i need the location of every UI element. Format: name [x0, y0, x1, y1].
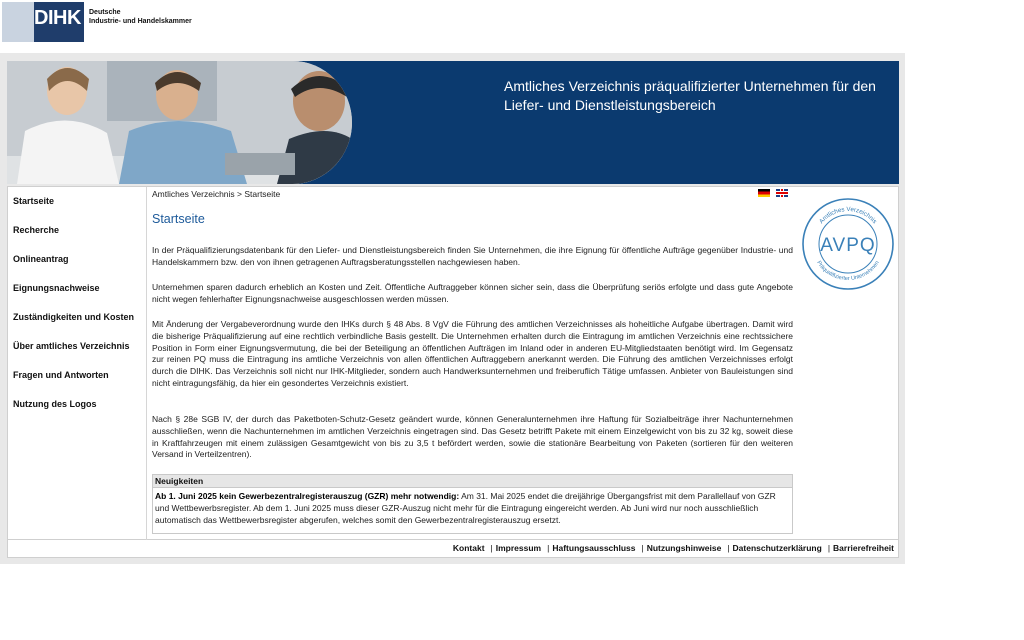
news-text: Am 31. Mai 2025 endet die dreijährige Übergangsfrist mit dem Parallellauf von GZR und Wettbewerbsregister. Ab dem 1. Juni 2025 muss dieser GZR-Auszug nicht mehr für die Eintragung eingereicht werden. Ab Juni wird nur noch ausschließlich automatisch das Wettbewerbsregister abgerufen, welches somit den Gewerbezentralregisterauszug ersetzt. [155, 491, 776, 525]
sidebar-item-logos[interactable]: Nutzung des Logos [13, 399, 97, 409]
sidebar-item-startseite[interactable]: Startseite [13, 196, 55, 206]
footer-link-haftungsausschluss[interactable]: Haftungsausschluss [552, 543, 636, 553]
header-logo-bar [0, 0, 1024, 50]
sidebar-item-recherche[interactable]: Recherche [13, 225, 60, 235]
seal-center-text: AVPQ [820, 235, 876, 256]
banner-title: Amtliches Verzeichnis präqualifizierter Unternehmen für den Liefer- und Dienstleistungsbereich [504, 78, 876, 113]
news-heading: Neuigkeiten [153, 475, 792, 488]
avpq-seal [801, 197, 895, 291]
svg-text:Präqualifizierter Unternehmen [815, 260, 880, 282]
breadcrumb: Amtliches Verzeichnis > Startseite [152, 189, 281, 199]
page-title: Startseite [152, 212, 205, 226]
english-flag-icon[interactable] [776, 189, 788, 197]
language-switcher [758, 189, 790, 207]
news-body [153, 488, 792, 529]
seal-top-text: Amtliches Verzeichnis [818, 205, 879, 226]
footer-link-datenschutz[interactable]: Datenschutzerklärung [732, 543, 822, 553]
news-headline: Ab 1. Juni 2025 kein Gewerbezentralregisterauszug (GZR) mehr notwendig: [155, 491, 460, 501]
footer-link-barrierefreiheit[interactable]: Barrierefreiheit [833, 543, 894, 553]
sidebar-item-zustaendigkeiten[interactable]: Zuständigkeiten und Kosten [13, 312, 135, 322]
footer-link-kontakt[interactable]: Kontakt [452, 543, 485, 553]
footer-link-nutzungshinweise[interactable]: Nutzungshinweise [646, 543, 722, 553]
content-area [7, 186, 899, 540]
footer-link-impressum[interactable]: Impressum [495, 543, 542, 553]
footer [7, 540, 899, 558]
german-flag-icon[interactable] [758, 189, 770, 197]
legal-paragraph: Mit Änderung der Vergabeverordnung wurde den IHKs durch § 48 Abs. 8 VgV die Führung des amtlichen Verzeichnisses als hoheitliche Aufgabe übertragen. Damit wird die bisherige Präqualifizierung auf eine rechtlich verbindliche Basis gestellt. Die Unternehmen erhalten durch die Eintragung im amtlichen Verzeichnis eine rechtssichere Position in Form einer Eignungsvermutung, die bei der Beteiligung an öffentlichen Aufträgen im Inland oder in anderen EU-Mitgliedstaaten benötigt wird. Im Gegensatz zur reinen PQ muss die Eintragung ins amtliche Verzeichnis von allen öffentlichen Auftraggebern anerkannt werden. Die Führung des amtlichen Verzeichnisses erfolgt durch die DIHK. Das Verzeichnis soll nicht nur IHK-Mitglieder, sondern auch Handwerksunternehmen und freiberuflich Tätige umfassen. Anbieter von Bauleistungen sind nicht eintragungsfähig, da hier ein gesondertes Verzeichnis existiert. [152, 319, 793, 388]
page-frame [0, 53, 905, 564]
footer-links: Kontakt | Impressum | Haftungsausschluss | Nutzungshinweise | Datenschutzerklärung | Barrierefreiheit [452, 543, 894, 553]
banner [7, 61, 899, 184]
benefits-paragraph: Unternehmen sparen dadurch erheblich an Kosten und Zeit. Öffentliche Auftraggeber können sicher sein, dass die Überprüfung seriös erfolgte und dass gute Angebote nicht wegen fehlerhafter Eignungsnachweise ausgeschlossen werden müssen. [152, 282, 793, 304]
dihk-logo-text: DIHK [34, 7, 81, 29]
sgb-paragraph: Nach § 28e SGB IV, der durch das Paketboten-Schutz-Gesetz geändert wurde, können Generalunternehmen ihre Haftung für Sozialbeiträge ihrer Nachunternehmen ausschließen, wenn die Nachunternehmen im amtlichen Verzeichnis eingetragen sind. Das Gesetz betrifft Pakete mit einem Einzelgewicht von bis zu 32 kg, soweit diese in Kraftfahrzeugen mit einem zulässigen Gesamtgewicht von bis zu 3,5 t befördert werden, sowie die stationäre Bearbeitung von Paketen (sortieren für den weiteren Versand in Verteilzentren). [152, 414, 793, 460]
seal-bottom-text: Präqualifizierter Unternehmen [815, 260, 881, 283]
sidebar-item-onlineantrag[interactable]: Onlineantrag [13, 254, 69, 264]
organization-name: Deutsche Industrie- und Handelskammer [89, 9, 192, 25]
office-people-image [7, 61, 352, 184]
sidebar-item-ueber-verzeichnis[interactable]: Über amtliches Verzeichnis [13, 341, 130, 351]
main-content [152, 187, 796, 541]
news-box [152, 474, 793, 534]
banner-photo [7, 61, 352, 184]
svg-text:Amtliches Verzeichnis [818, 206, 878, 225]
dihk-logo[interactable] [2, 2, 82, 42]
sidebar-item-eignungsnachweise[interactable]: Eignungsnachweise [13, 283, 100, 293]
sidebar-item-faq[interactable]: Fragen und Antworten [13, 370, 109, 380]
intro-paragraph: In der Präqualifizierungsdatenbank für den Liefer- und Dienstleistungsbereich finden Sie Unternehmen, die ihre Eignung für öffentliche Aufträge gegenüber Industrie- und Handelskammern bzw. den von ihnen getragenen Auftragsberatungsstellen nachgewiesen haben. [152, 245, 793, 267]
sidebar-nav [8, 187, 147, 541]
